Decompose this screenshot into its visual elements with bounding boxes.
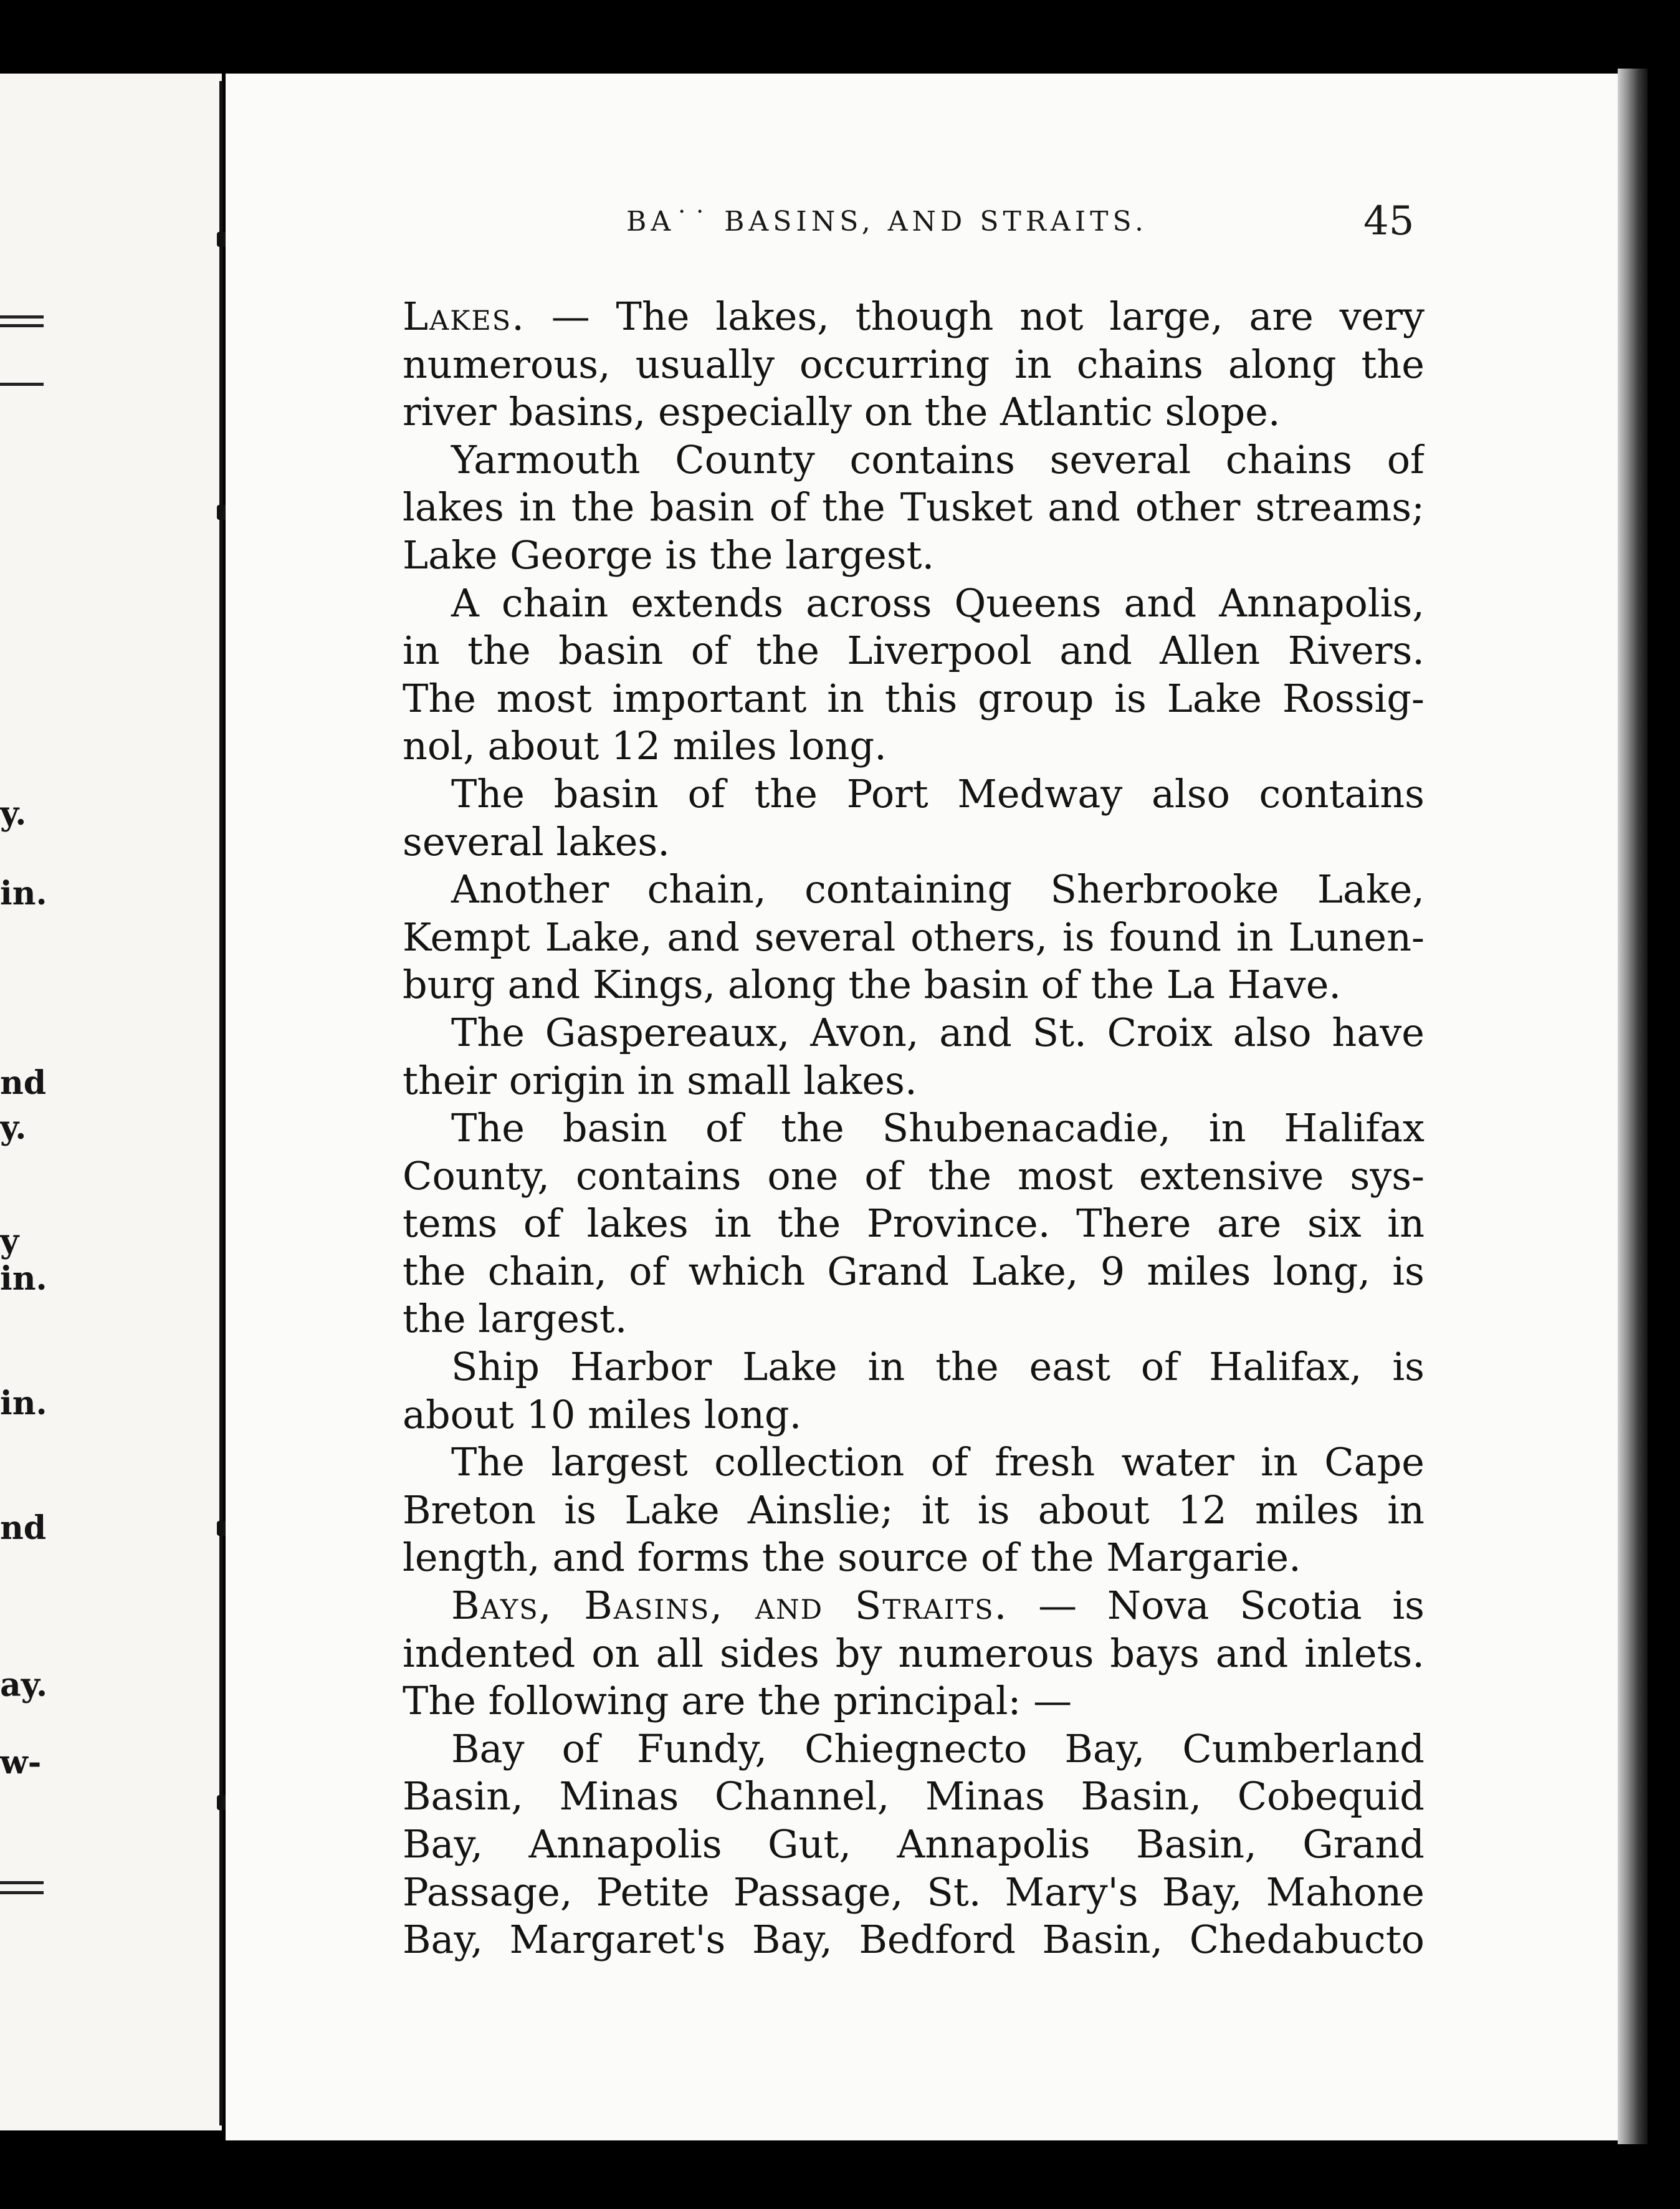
text-line: Bays, Basins, and Straits. — Nova Scotia is: [451, 1583, 1425, 1629]
text-line: Another chain, containing Sherbrooke Lake,: [451, 866, 1425, 913]
text-line: Basin, Minas Channel, Minas Basin, Cobequid: [403, 1773, 1425, 1819]
text-line: length, and forms the source of the Margarie.: [403, 1535, 1301, 1581]
text-line: A chain extends across Queens and Annapolis,: [451, 580, 1425, 626]
text-line: nol, about 12 miles long.: [403, 723, 887, 769]
text-line: Lakes. — The lakes, though not large, are very: [403, 294, 1425, 339]
left-page-fragment: y.: [0, 795, 27, 833]
text-line: about 10 miles long.: [403, 1391, 802, 1437]
text-line: Yarmouth County contains several chains of: [451, 436, 1425, 482]
text-line: Bay, Annapolis Gut, Annapolis Basin, Grand: [403, 1821, 1425, 1867]
left-page-fragment: y: [0, 1222, 19, 1260]
text-line: Bay, Margaret's Bay, Bedford Basin, Chedabucto: [403, 1917, 1425, 1963]
left-page-fragment: y.: [0, 1109, 27, 1147]
text-line: Kempt Lake, and several others, is found in Lunen-: [403, 914, 1425, 960]
text-line: several lakes.: [403, 818, 670, 865]
text-line: tems of lakes in the Province. There are six in: [403, 1200, 1425, 1247]
text-line: the chain, of which Grand Lake, 9 miles long, is: [403, 1248, 1425, 1294]
left-page-fragment: in.: [0, 1384, 47, 1422]
text-line: The basin of the Shubenacadie, in Halifax: [451, 1105, 1425, 1151]
left-page-fragment: nd: [0, 1064, 47, 1102]
page-number: 45: [1363, 198, 1415, 244]
text-line: The most important in this group is Lake Rossig-: [403, 675, 1425, 721]
left-page-fragment: in.: [0, 1260, 47, 1298]
section-heading: Lakes.: [403, 294, 525, 339]
text-line: The largest collection of fresh water in Cape: [451, 1439, 1425, 1485]
text-line: Lake George is the largest.: [403, 532, 935, 578]
text-line: Breton is Lake Ainslie; it is about 12 miles in: [403, 1487, 1425, 1533]
text-line: lakes in the basin of the Tusket and other streams;: [403, 484, 1425, 530]
left-facing-page: [0, 74, 222, 2130]
text-line: burg and Kings, along the basin of the La Have.: [403, 962, 1342, 1008]
text-line: numerous, usually occurring in chains along the: [403, 341, 1425, 387]
text-line: The following are the principal: —: [403, 1678, 1072, 1724]
text-line: Ship Harbor Lake in the east of Halifax, is: [451, 1344, 1425, 1390]
left-page-rule: [0, 383, 44, 386]
text-line: in the basin of the Liverpool and Allen Rivers.: [403, 628, 1425, 674]
left-page-rule: [0, 324, 44, 327]
left-page-fragment: w-: [0, 1743, 42, 1781]
left-page-rule: [0, 1891, 44, 1894]
left-page-fragment: nd: [0, 1509, 47, 1547]
section-heading: Bays, Basins, and Straits.: [451, 1583, 1008, 1629]
body-text: [403, 293, 1425, 1964]
left-page-rule: [0, 315, 44, 319]
text-line: The Gaspereaux, Avon, and St. Croix also have: [451, 1009, 1425, 1055]
left-page-fragment: ay.: [0, 1666, 48, 1704]
text-line: Passage, Petite Passage, St. Mary's Bay, Mahone: [403, 1869, 1425, 1915]
text-line: County, contains one of the most extensive sys-: [403, 1152, 1425, 1199]
left-page-rule: [0, 1881, 44, 1884]
text-line: The basin of the Port Medway also contains: [451, 770, 1425, 817]
running-head: BA˙˙ BASINS, AND STRAITS.: [626, 206, 1148, 237]
left-page-fragment: in.: [0, 874, 47, 913]
text-line: Bay of Fundy, Chiegnecto Bay, Cumberland: [451, 1725, 1425, 1771]
text-line: their origin in small lakes.: [403, 1057, 917, 1103]
book-gutter: [219, 81, 223, 2125]
text-line: the largest.: [403, 1296, 628, 1342]
text-line: indented on all sides by numerous bays and inlets.: [403, 1630, 1425, 1676]
text-line: river basins, especially on the Atlantic slope.: [403, 389, 1281, 435]
page-edge-shadow: [1618, 69, 1648, 2144]
